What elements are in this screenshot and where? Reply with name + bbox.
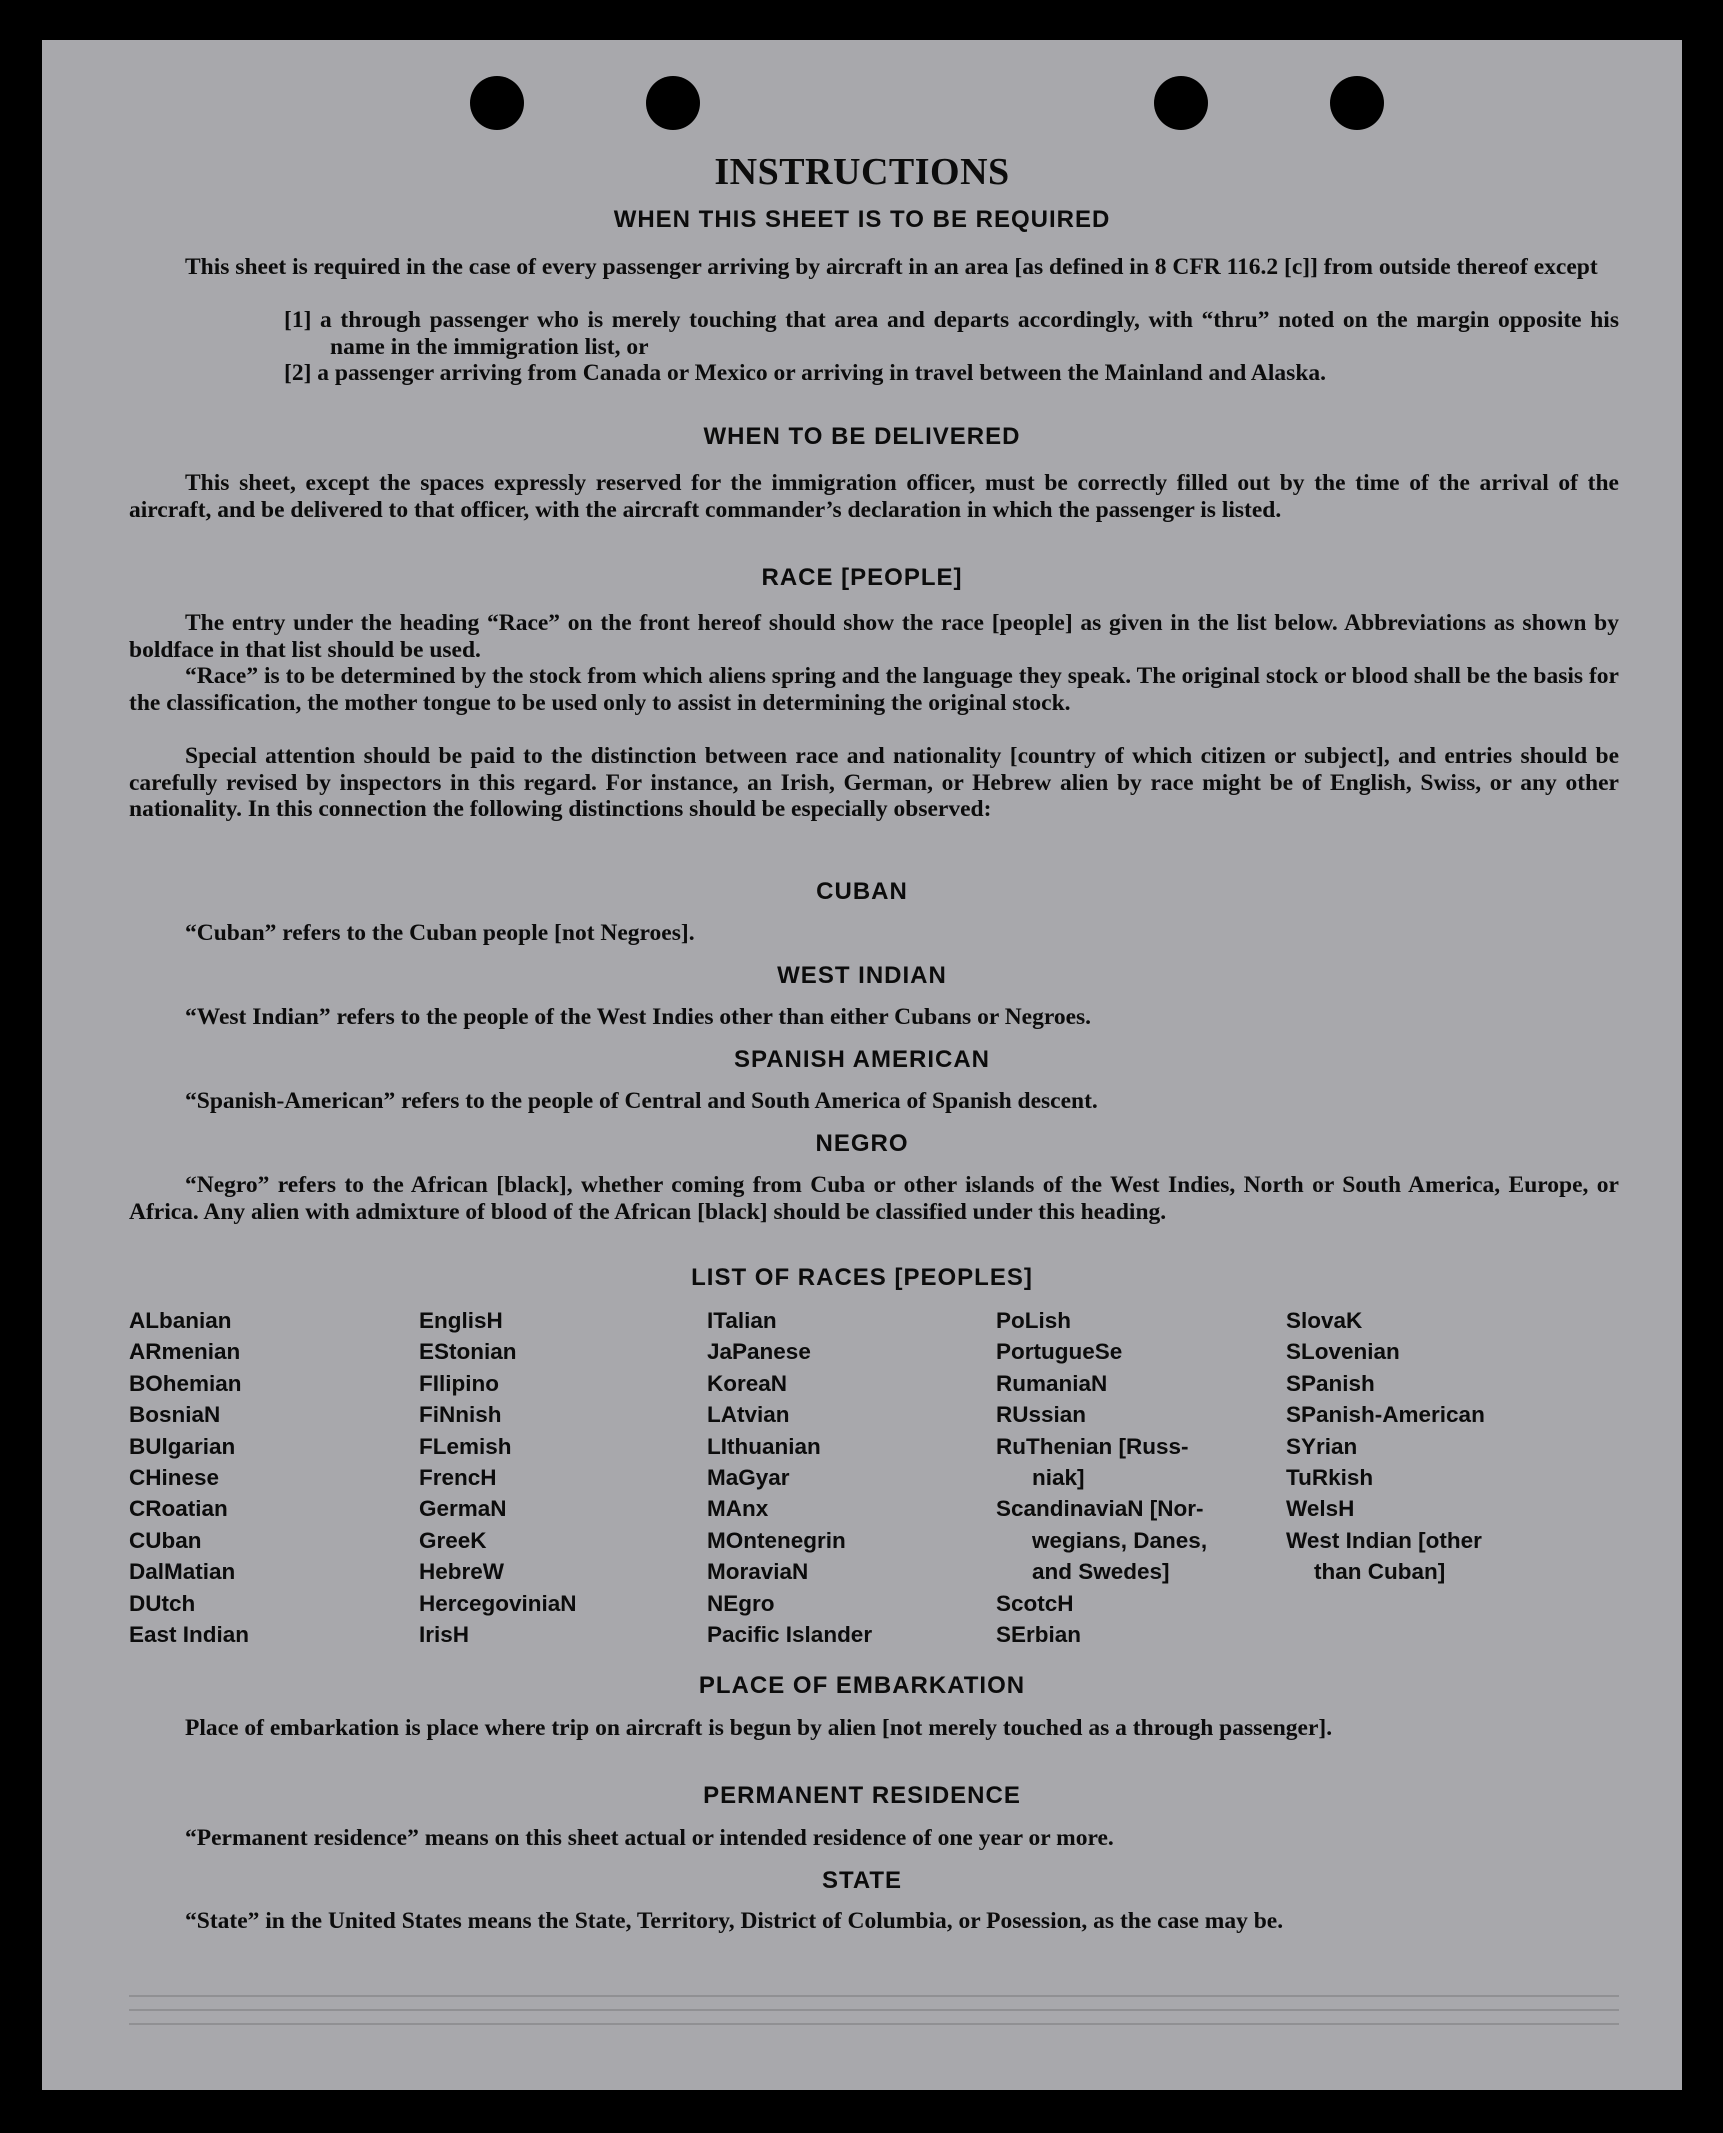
race-entry: ScotcH (996, 1590, 1074, 1616)
race-entry: LIthuanian (707, 1433, 821, 1459)
race-entry: MOntenegrin (707, 1527, 846, 1553)
spanish-american-text: “Spanish-American” refers to the people of Central and South America of Spanish descent. (185, 1088, 1098, 1114)
race-entry: EnglisH (419, 1308, 503, 1333)
race-entry-continuation: wegians, Danes, (1032, 1527, 1208, 1553)
race-entry: CHinese (129, 1465, 220, 1491)
bleed-through-text (129, 1995, 1619, 2035)
race-entry: CRoatian (129, 1496, 228, 1522)
race-entry: TuRkish (1286, 1465, 1374, 1491)
race-list-column (129, 1305, 409, 1650)
heading-permanent-residence: PERMANENT RESIDENCE (703, 1782, 1021, 1809)
race-list-column (1286, 1305, 1586, 1588)
instruction-sheet (42, 40, 1682, 2090)
heading-place-of-embarkation: PLACE OF EMBARKATION (698, 1672, 1026, 1699)
when-required-intro: This sheet is required in the case of every passenger arriving by aircraft in an area [as defined in 8 CFR 116.2 [c]] from outside thereof except (185, 254, 1598, 280)
race-entry: WelsH (1286, 1496, 1355, 1522)
race-entry: ARmenian (129, 1339, 241, 1365)
heading-spanish-american: SPANISH AMERICAN (733, 1046, 990, 1073)
race-entry-continuation: niak] (1032, 1465, 1085, 1491)
race-entry: SYrian (1286, 1433, 1358, 1459)
race-paragraph-1: The entry under the heading “Race” on the front hereof should show the race [people] as given in the list below. Abbreviations as shown by boldface in that list should be used. (129, 610, 1619, 663)
heading-list-of-races: LIST OF RACES [PEOPLES] (691, 1264, 1033, 1291)
state-text: “State” in the United States means the State, Territory, District of Columbia, or Posession, as the case may be. (185, 1908, 1284, 1934)
race-entry: Pacific Islander (707, 1622, 873, 1648)
race-entry: KoreaN (707, 1370, 788, 1396)
race-entry: FLemish (419, 1433, 512, 1459)
race-entry: DUtch (129, 1590, 196, 1616)
race-entry: SLovenian (1286, 1339, 1400, 1365)
race-entry: SlovaK (1286, 1308, 1363, 1333)
race-entry: IrisH (419, 1622, 470, 1648)
race-entry: HercegoviniaN (419, 1590, 577, 1616)
race-entry: HebreW (419, 1559, 505, 1585)
race-entry: MaGyar (707, 1465, 790, 1491)
race-entry: NEgro (707, 1590, 775, 1616)
race-list (129, 1305, 1629, 1648)
race-entry: ALbanian (129, 1308, 232, 1333)
permanent-residence-text: “Permanent residence” means on this sheet actual or intended residence of one year or more. (185, 1825, 1114, 1851)
race-entry: CUban (129, 1527, 202, 1553)
race-entry: FIlipino (419, 1370, 499, 1396)
race-entry: BOhemian (129, 1370, 242, 1396)
race-entry: BosniaN (129, 1402, 221, 1428)
race-entry: SPanish-American (1286, 1402, 1485, 1428)
race-entry: LAtvian (707, 1402, 790, 1428)
race-paragraph-3: Special attention should be paid to the distinction between race and nationality [country of which citizen or subject], and entries should be carefully revised by inspectors in this regard. For instance, an Irish, German, or Hebrew alien by race might be of English, Swiss, or any other nationality. In this connection the following distinctions should be especially observed: (129, 743, 1619, 822)
race-entry: MoraviaN (707, 1559, 809, 1585)
race-paragraph-2: “Race” is to be determined by the stock from which aliens spring and the language they speak. The original stock or blood shall be the basis for the classification, the mother tongue to be used only to assist in determining the original stock. (129, 663, 1619, 716)
race-entry: SPanish (1286, 1370, 1375, 1396)
race-entry-continuation: than Cuban] (1314, 1559, 1446, 1585)
place-of-embarkation-text: Place of embarkation is place where trip on aircraft is begun by alien [not merely touched as a through passenger]. (185, 1715, 1333, 1741)
heading-state: STATE (821, 1867, 903, 1894)
race-entry: RuThenian [Russ- (996, 1433, 1189, 1459)
race-entry: FrencH (419, 1465, 497, 1491)
heading-cuban: CUBAN (816, 878, 908, 905)
race-entry-continuation: and Swedes] (1032, 1559, 1170, 1585)
heading-race: RACE [PEOPLE] (761, 564, 963, 591)
exception-item-2: [2] a passenger arriving from Canada or Mexico or arriving in travel between the Mainland and Alaska. (284, 360, 1327, 386)
punch-hole (470, 76, 524, 130)
race-entry: DalMatian (129, 1559, 236, 1585)
race-entry: GermaN (419, 1496, 507, 1522)
race-entry: ITalian (707, 1308, 777, 1333)
cuban-text: “Cuban” refers to the Cuban people [not Negroes]. (185, 920, 695, 946)
race-list-column (419, 1305, 699, 1650)
race-entry: ScandinaviaN [Nor- (996, 1496, 1204, 1522)
race-entry: FiNnish (419, 1402, 502, 1428)
race-entry: RUssian (996, 1402, 1087, 1428)
west-indian-text: “West Indian” refers to the people of the West Indies other than either Cubans or Negroes. (185, 1004, 1092, 1030)
race-entry: EStonian (419, 1339, 517, 1365)
race-entry: BUlgarian (129, 1433, 236, 1459)
race-entry: RumaniaN (996, 1370, 1108, 1396)
race-entry: SErbian (996, 1622, 1082, 1648)
race-entry: West Indian [other (1286, 1527, 1482, 1553)
heading-west-indian: WEST INDIAN (777, 962, 947, 989)
race-list-column (707, 1305, 987, 1650)
heading-negro: NEGRO (815, 1130, 909, 1157)
heading-when-delivered: WHEN TO BE DELIVERED (703, 423, 1021, 450)
race-entry: JaPanese (707, 1339, 811, 1365)
race-entry: GreeK (419, 1527, 487, 1553)
race-entry: MAnx (707, 1496, 769, 1522)
punch-hole (1154, 76, 1208, 130)
punch-hole (1330, 76, 1384, 130)
race-entry: PoLish (996, 1308, 1072, 1333)
negro-text: “Negro” refers to the African [black], whether coming from Cuba or other islands of the West Indies, North or South America, Europe, or Africa. Any alien with admixture of blood of the African [black] should be classified under this heading. (129, 1172, 1619, 1225)
punch-hole (646, 76, 700, 130)
exception-item-1: [1] a through passenger who is merely touching that area and departs accordingly, with “thru” noted on the margin opposite his name in the immigration list, or (284, 307, 1619, 360)
document-title: INSTRUCTIONS (714, 151, 1010, 193)
race-entry: East Indian (129, 1622, 250, 1648)
when-delivered-text: This sheet, except the spaces expressly reserved for the immigration officer, must be correctly filled out by the time of the arrival of the aircraft, and be delivered to that officer, with the aircraft commander’s declaration in which the passenger is listed. (129, 470, 1619, 523)
heading-when-required: WHEN THIS SHEET IS TO BE REQUIRED (613, 206, 1111, 233)
race-entry: PortugueSe (996, 1339, 1123, 1365)
race-list-column (996, 1305, 1266, 1650)
